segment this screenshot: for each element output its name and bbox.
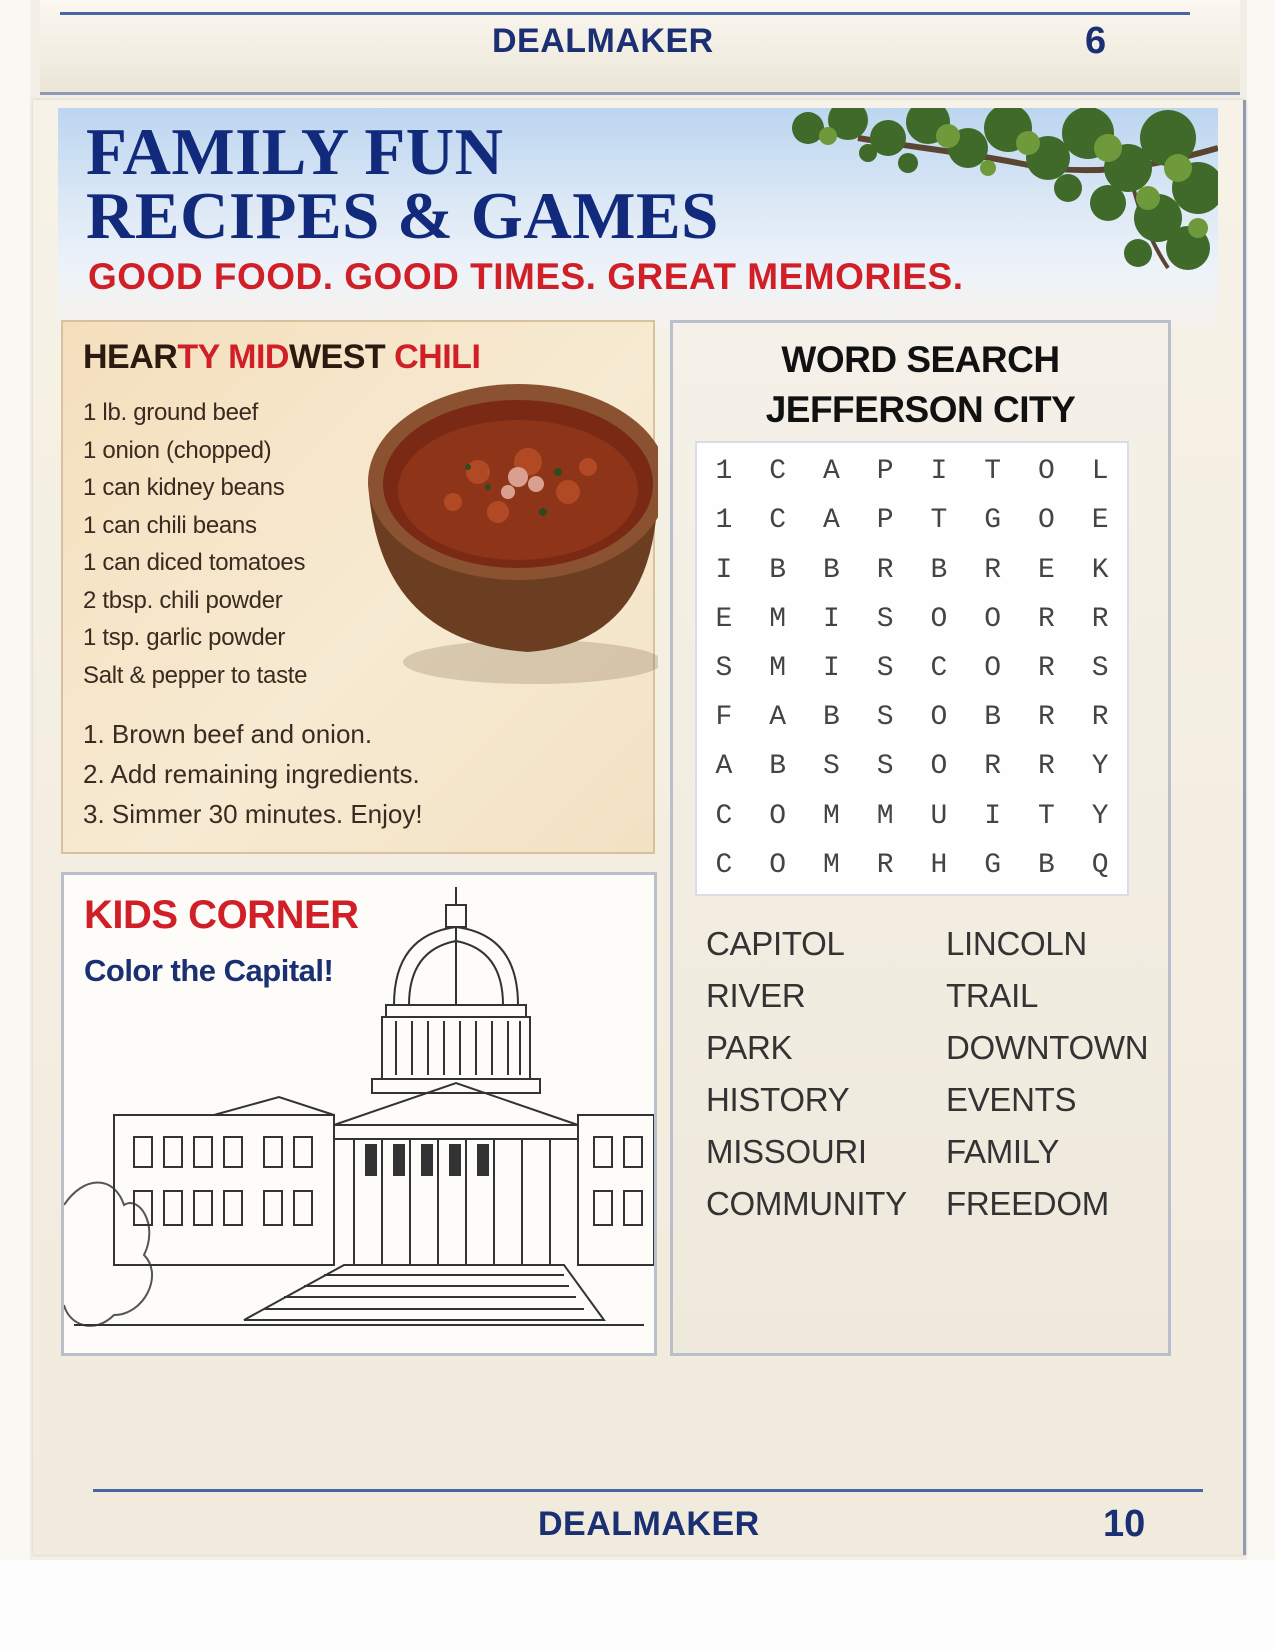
grid-letter: S xyxy=(715,652,733,684)
word-list-item: PARK xyxy=(706,1029,793,1066)
step-list xyxy=(83,714,423,834)
word-search-grid xyxy=(695,441,1129,896)
grid-letter: P xyxy=(876,456,894,488)
kids-corner-title: KIDS CORNER xyxy=(84,893,359,937)
hero-banner xyxy=(58,108,1218,328)
ingredient-item: 1 can chili beans xyxy=(83,511,257,539)
footer-rule xyxy=(60,12,1190,15)
grid-letter: T xyxy=(930,505,948,537)
ingredient-item: 1 can diced tomatoes xyxy=(83,549,306,576)
grid-letter: O xyxy=(1037,456,1055,488)
grid-letter: L xyxy=(1091,456,1109,488)
top-page-footer xyxy=(40,0,1240,95)
ingredient-item: 1 onion (chopped) xyxy=(83,436,272,464)
grid-letter: C xyxy=(769,505,787,537)
blank-area xyxy=(0,1560,1275,1650)
grid-letter: C xyxy=(715,849,733,881)
footer-brand: DEALMAKER xyxy=(492,22,714,60)
hero-title-line2: RECIPES & GAMES xyxy=(86,179,719,253)
grid-letter: A xyxy=(715,751,733,783)
grid-letter: A xyxy=(822,456,840,488)
word-search-title xyxy=(673,335,1168,435)
word-list-item: TRAIL xyxy=(946,977,1039,1014)
grid-letter: A xyxy=(769,702,787,734)
grid-letter: M xyxy=(822,800,840,832)
grid-letter: R xyxy=(1091,603,1109,635)
grid-letter: I xyxy=(822,603,840,635)
grid-letter: S xyxy=(822,751,840,783)
page-number: 6 xyxy=(1085,20,1107,62)
step-item: 1. Brown beef and onion. xyxy=(83,719,373,749)
grid-letter: B xyxy=(984,702,1002,734)
step-item: 2. Add remaining ingredients. xyxy=(83,759,420,789)
word-list-item: CAPITOL xyxy=(706,925,845,962)
grid-letter: C xyxy=(769,456,787,488)
grid-letter: C xyxy=(715,800,733,832)
grid-letter: B xyxy=(822,554,840,586)
hero-title-line1: FAMILY FUN xyxy=(86,115,504,189)
grid-letter: H xyxy=(930,849,948,881)
grid-letter: M xyxy=(769,603,787,635)
grid-letter: O xyxy=(930,702,948,734)
ingredient-list xyxy=(83,394,307,694)
hero-title xyxy=(86,115,719,253)
word-list-item: DOWNTOWN xyxy=(946,1029,1149,1066)
grid-letter: S xyxy=(876,603,894,635)
grid-letter: P xyxy=(876,505,894,537)
grid-letter: O xyxy=(984,652,1002,684)
grid-letter: K xyxy=(1091,554,1109,586)
grid-letter: G xyxy=(984,505,1002,537)
kids-corner-subtitle: Color the Capital! xyxy=(84,953,334,988)
grid-letter: O xyxy=(769,800,787,832)
ingredient-item: 1 can kidney beans xyxy=(83,474,285,501)
ingredient-item: 1 lb. ground beef xyxy=(83,399,259,426)
grid-letter: Q xyxy=(1091,849,1109,881)
ingredient-item: 1 tsp. garlic powder xyxy=(83,624,286,651)
grid-letter: B xyxy=(930,554,948,586)
grid-letter: E xyxy=(1091,505,1109,537)
grid-letter: B xyxy=(769,751,787,783)
word-list-item: LINCOLN xyxy=(946,925,1087,962)
recipe-title-part5: CHILI xyxy=(394,338,481,376)
grid-letter: F xyxy=(715,702,733,734)
page-footer xyxy=(73,1475,1243,1555)
grid-letter: R xyxy=(1037,603,1055,635)
ingredient-item: Salt & pepper to taste xyxy=(83,661,308,689)
grid-letter: R xyxy=(876,849,894,881)
grid-letter: O xyxy=(769,849,787,881)
grid-letter: E xyxy=(1037,554,1055,586)
grid-letter: B xyxy=(822,702,840,734)
grid-letter: A xyxy=(822,505,840,537)
grid-letter: U xyxy=(930,800,948,832)
grid-letter: M xyxy=(876,800,894,832)
word-search-title-line2: JEFFERSON CITY xyxy=(765,389,1076,430)
word-list-item: EVENTS xyxy=(946,1081,1077,1118)
word-list-item: RIVER xyxy=(706,977,806,1014)
grid-letter: B xyxy=(769,554,787,586)
grid-letter: R xyxy=(1091,702,1109,734)
page-number: 10 xyxy=(1103,1503,1146,1545)
grid-letter: R xyxy=(984,751,1002,783)
word-list-item: FREEDOM xyxy=(946,1185,1109,1222)
grid-letter: R xyxy=(1037,702,1055,734)
grid-letter: S xyxy=(876,751,894,783)
recipe-title xyxy=(83,338,480,377)
grid-letter: I xyxy=(930,456,948,488)
grid-letter: T xyxy=(984,456,1002,488)
footer-brand: DEALMAKER xyxy=(538,1505,760,1543)
grid-letter: G xyxy=(984,849,1002,881)
grid-letter: O xyxy=(930,603,948,635)
magazine-page xyxy=(33,100,1246,1555)
word-search-title-line1: WORD SEARCH xyxy=(781,339,1060,380)
hero-tagline: GOOD FOOD. GOOD TIMES. GREAT MEMORIES. xyxy=(88,256,964,297)
footer-rule xyxy=(93,1489,1203,1492)
grid-letter: S xyxy=(876,652,894,684)
grid-letter: I xyxy=(715,554,733,586)
grid-letter: O xyxy=(1037,505,1055,537)
recipe-card xyxy=(61,320,655,854)
word-search-panel xyxy=(670,320,1171,1356)
word-list xyxy=(706,918,1156,1230)
grid-letter: Y xyxy=(1091,751,1109,783)
grid-letter: M xyxy=(769,652,787,684)
recipe-title-part2: TY xyxy=(177,338,229,376)
grid-letter: 1 xyxy=(715,456,733,488)
tree-branch-illustration xyxy=(768,108,1218,278)
capitol-building-illustration xyxy=(64,875,654,1353)
kids-corner-panel xyxy=(61,872,657,1356)
recipe-title-part1: HEAR xyxy=(83,338,178,376)
word-list-item: COMMUNITY xyxy=(706,1185,907,1222)
page-margin-left xyxy=(0,0,30,1650)
grid-letter: O xyxy=(984,603,1002,635)
grid-letter: R xyxy=(1037,652,1055,684)
recipe-title-part4: WEST xyxy=(288,338,395,376)
grid-letter: O xyxy=(930,751,948,783)
grid-letter: E xyxy=(715,603,733,635)
grid-letter: I xyxy=(984,800,1002,832)
grid-letter: R xyxy=(984,554,1002,586)
grid-letter: S xyxy=(876,702,894,734)
grid-letter: R xyxy=(1037,751,1055,783)
grid-letter: C xyxy=(930,652,948,684)
grid-letter: Y xyxy=(1091,800,1109,832)
grid-letter: M xyxy=(822,849,840,881)
grid-letter: 1 xyxy=(715,505,733,537)
grid-letter: I xyxy=(822,652,840,684)
word-list-item: HISTORY xyxy=(706,1081,850,1118)
grid-letter: R xyxy=(876,554,894,586)
ingredient-item: 2 tbsp. chili powder xyxy=(83,586,283,614)
grid-letter: B xyxy=(1037,849,1055,881)
grid-letter: T xyxy=(1037,800,1055,832)
recipe-title-part3: MID xyxy=(228,338,289,376)
word-list-item: MISSOURI xyxy=(706,1133,867,1170)
chili-bowl-image xyxy=(358,372,658,692)
grid-letter: S xyxy=(1091,652,1109,684)
step-item: 3. Simmer 30 minutes. Enjoy! xyxy=(83,799,423,829)
page-margin-right xyxy=(1247,0,1275,1650)
word-list-item: FAMILY xyxy=(946,1133,1060,1170)
